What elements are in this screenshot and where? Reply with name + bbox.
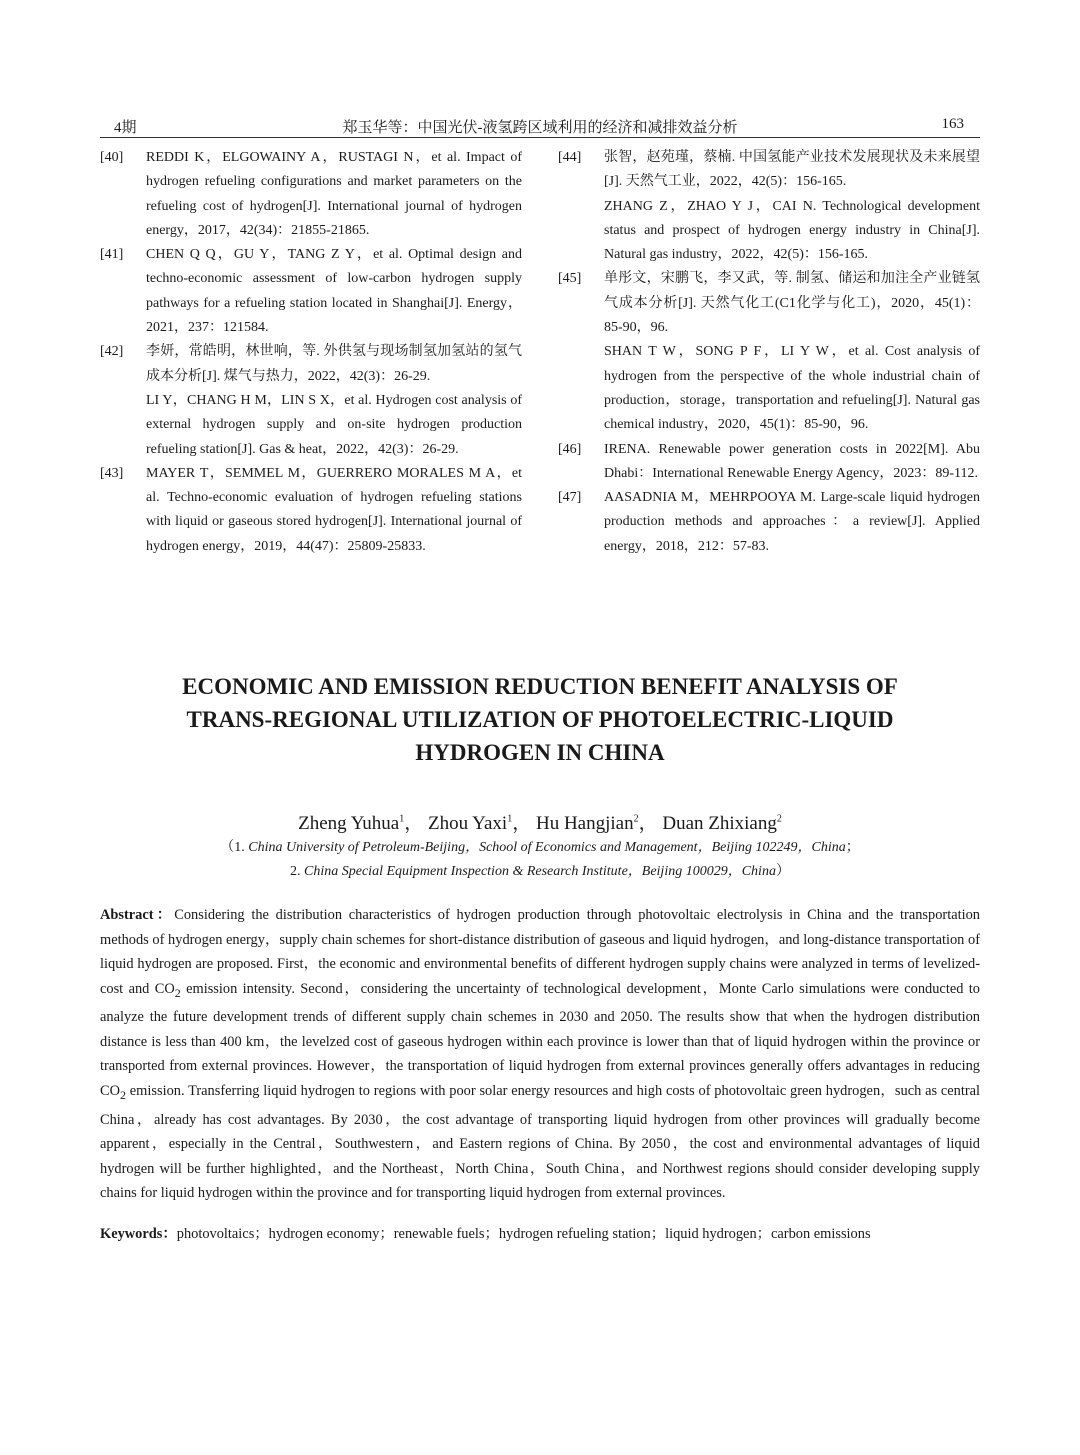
reference-text-english: ZHANG Z，ZHAO Y J，CAI N. Technological development status and prospect of hydrogen energy industry in China[J]. Natural gas industry，2022，42(5)：156-165. [604,198,980,263]
reference-entry [558,438,980,487]
reference-entry [100,243,522,340]
author-list: Zheng Yuhua$^1$， Zhou Yaxi$^1$， Hu Hangjian$^2$， Duan Zhixiang$^2$ [298,813,782,834]
reference-number: [42] [100,344,124,360]
reference-text: 李妍，常皓明，林世响，等. 外供氢与现场制氢加氢站的氢气成本分析[J]. 煤气与热力，2022，42(3)：26-29. [146,344,522,384]
reference-number: [46] [558,441,582,457]
page-number: 163 [941,116,964,132]
co2-subscript: 2 [174,985,181,1000]
reference-entry [558,267,980,437]
author-name: Zheng Yuhua [298,813,400,834]
affiliation-line: （1. China University of Petroleum-Beijing，School of Economics and Management，Beijing 102249，China； [220,840,860,855]
affiliation-1: China University of Petroleum-Beijing，School of Economics and Management，Beijing 102249，China [248,840,846,855]
author-affiliation-marker: 2 [633,813,639,825]
author-affiliation-marker: 2 [776,813,782,825]
abstract-text: Considering the distribution characteristics of hydrogen production through photovoltaic electrolysis in China and the transportation methods of hydrogen energy，supply chain schemes for short-distance distribution of gaseous and liquid hydrogen，and long-distance transportation of liquid hydrogen are proposed. First，the economic and environmental benefits of different hydrogen supply chains were analyzed in terms of levelized-cost and CO [100,907,980,997]
affiliation-line: 2. China Special Equipment Inspection & Research Institute，Beijing 100029，China） [290,864,790,879]
affiliations [100,836,980,884]
affiliation-2: China Special Equipment Inspection & Research Institute，Beijing 100029，China [304,864,776,879]
reference-entry [100,340,522,461]
article-title [100,670,980,769]
references-right-column [558,146,980,559]
co2-subscript: 2 [120,1087,126,1102]
author-name: Hu Hangjian [535,813,634,834]
title-line: HYDROGEN IN CHINA [415,740,665,765]
reference-text: 张智，赵苑瑾，蔡楠. 中国氢能产业技术发展现状及未来展望[J]. 天然气工业，2022，42(5)：156-165. [604,150,980,190]
references-left-column [100,146,522,559]
reference-entry [100,146,522,243]
author-affiliation-marker: 1 [399,813,405,825]
reference-number: [45] [558,271,582,287]
running-title: 郑玉华等：中国光伏-液氢跨区域利用的经济和减排效益分析 [342,120,738,136]
title-line: TRANS-REGIONAL UTILIZATION OF PHOTOELECTRIC-LIQUID [186,707,894,732]
reference-number: [40] [100,150,124,165]
issue-number: 4期 [114,120,137,136]
reference-number: [44] [558,150,582,165]
keywords [100,1222,980,1247]
title-line: ECONOMIC AND EMISSION REDUCTION BENEFIT ANALYSIS OF [182,674,898,699]
reference-number: [47] [558,490,582,506]
reference-text-english: SHAN T W，SONG P F，LI Y W，et al. Cost analysis of hydrogen from the perspective of the whole industrial chain of production，storage，transportation and refueling[J]. Natural gas chemical industry，2020，45(1)：85-90，96. [604,344,980,433]
keywords-label: Keywords： [100,1226,177,1242]
author-name: Duan Zhixiang [662,813,777,834]
header-rule [100,137,980,138]
reference-text: REDDI K，ELGOWAINY A，RUSTAGI N，et al. Impact of hydrogen refueling configurations and market parameters on the refueling cost of hydrogen[J]. International journal of hydrogen energy，2017，42(34)：21855-21865. [146,150,522,238]
reference-text: IRENA. Renewable power generation costs in 2022[M]. Abu Dhabi：International Renewable Energy Agency，2023：89-112. [604,441,980,481]
author-name: Zhou Yaxi [428,813,508,834]
abstract [100,903,980,1206]
reference-text: AASADNIA M，MEHRPOOYA M. Large-scale liquid hydrogen production methods and approaches：a review[J]. Applied energy，2018，212：57-83. [604,490,980,554]
reference-text: CHEN Q Q，GU Y，TANG Z Y，et al. Optimal design and techno-economic assessment of low-carbon hydrogen supply pathways for a refueling station located in Shanghai[J]. Energy，2021，237：121584. [146,247,522,336]
reference-text: MAYER T，SEMMEL M，GUERRERO MORALES M A，et al. Techno-economic evaluation of hydrogen refueling stations with liquid or gaseous stored hydrogen[J]. International journal of hydrogen energy，2019，44(47)：25809-25833. [146,465,522,554]
reference-entry [558,146,980,267]
abstract-text: emission intensity. Second，considering the uncertainty of technological development，Monte Carlo simulations were conducted to analyze the future development trends of different supply chain schemes in 2030 and 2050. The results show that when the hydrogen distribution distance is less than 400 km，the levelzed cost of gaseous hydrogen within each province is lower than that of liquid hydrogen within the province or transported from external provinces. However，the transportation of liquid hydrogen from external provinces generally offers advantages in reducing CO [100,980,980,1100]
reference-text-english: LI Y，CHANG H M，LIN S X，et al. Hydrogen cost analysis of external hydrogen supply and on-site hydrogen production refueling station[J]. Gas & heat，2022，42(3)：26-29. [146,392,522,457]
reference-number: [41] [100,247,124,263]
reference-number: [43] [100,465,124,481]
reference-entry [558,486,980,559]
keywords-text: photovoltaics；hydrogen economy；renewable fuels；hydrogen refueling station；liquid hydrogen；carbon emissions [176,1226,871,1242]
abstract-text: emission. Transferring liquid hydrogen to regions with poor solar energy resources and high costs of photovoltaic green hydrogen，such as central China，already has cost advantages. By 2030，the cost advantage of transporting liquid hydrogen from other provinces will gradually become apparent，especially in the Central，Southwestern，and Eastern regions of China. By 2050，the cost and environmental advantages of liquid hydrogen will be further highlighted，and the Northeast，North China，South China，and Northwest regions should consider developing supply chains for liquid hydrogen within the province and for transporting liquid hydrogen from external provinces. [100,1083,980,1202]
page-header [100,114,980,138]
reference-text: 单彤文，宋鹏飞，李又武，等. 制氢、储运和加注全产业链氢气成本分析[J]. 天然气化工(C1化学与化工)，2020，45(1)：85-90，96. [604,271,980,336]
abstract-label: Abstract： [100,907,175,923]
author-affiliation-marker: 1 [507,813,513,825]
reference-entry [100,462,522,559]
